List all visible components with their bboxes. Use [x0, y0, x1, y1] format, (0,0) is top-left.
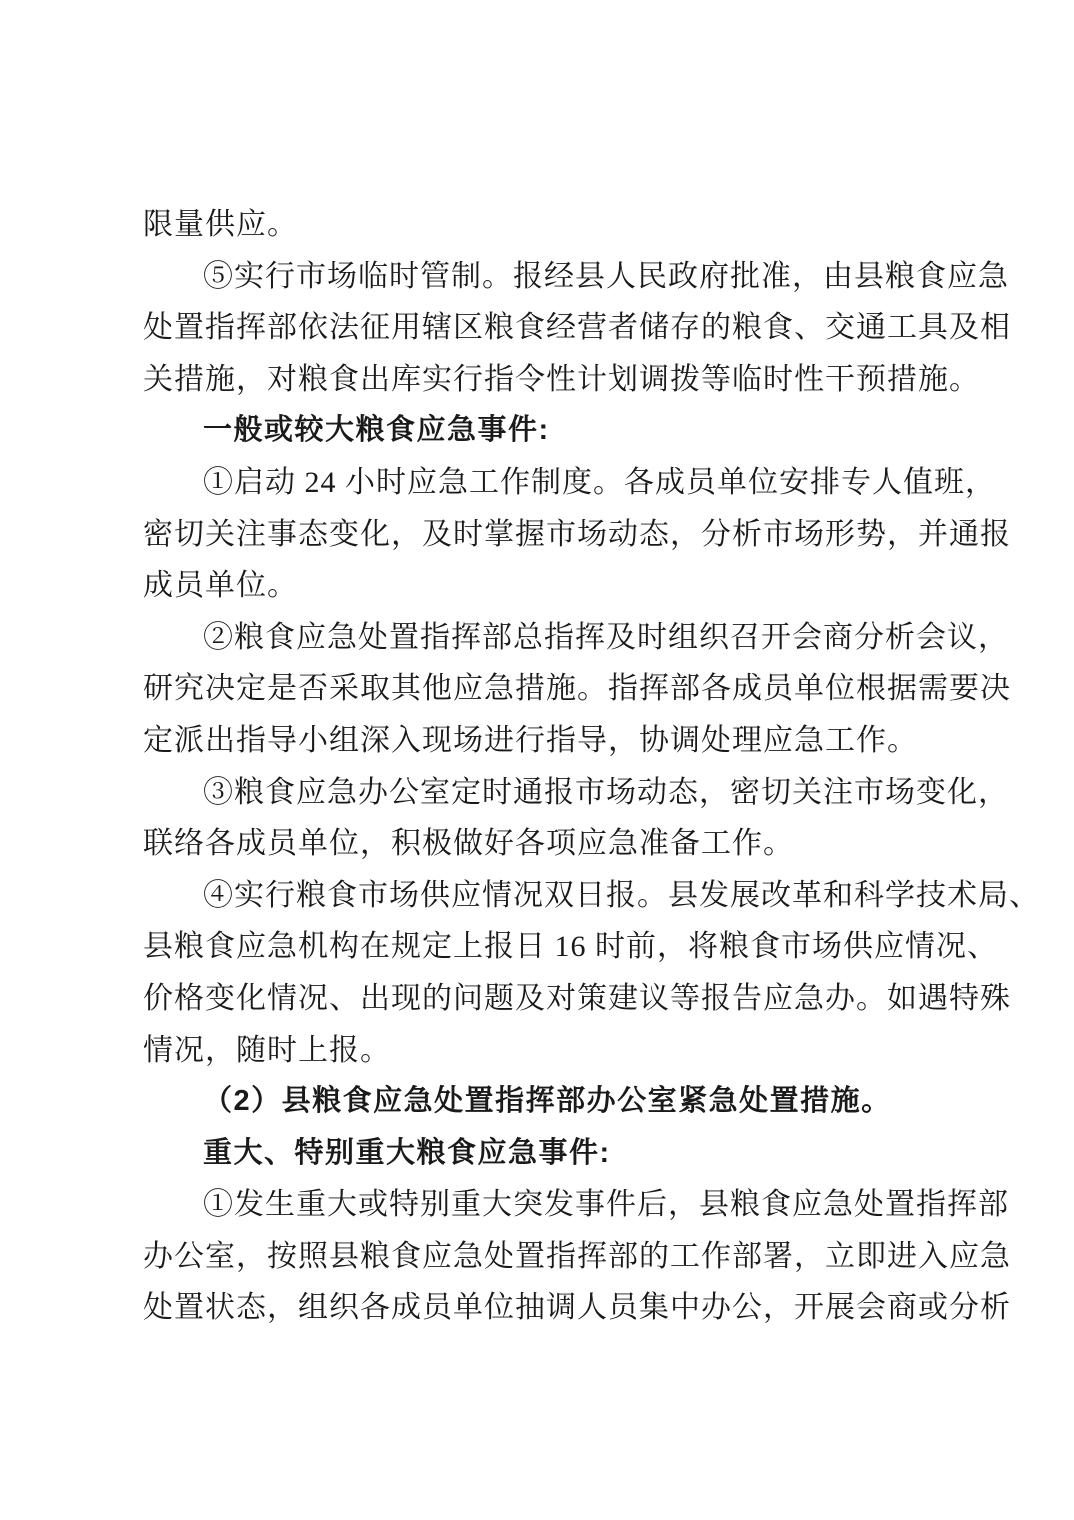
section-heading: （2）县粮食应急处置指挥部办公室紧急处置措施。 [203, 1085, 892, 1118]
text-line: 办公室，按照县粮食应急处置指挥部的工作部署，立即进入应急 [143, 1239, 1011, 1273]
text-line: 处置状态，组织各成员单位抽调人员集中办公，开展会商或分析 [143, 1291, 1011, 1325]
text-line: 关措施，对粮食出库实行指令性计划调拨等临时性干预措施。 [143, 362, 980, 396]
text-line: ④实行粮食市场供应情况双日报。县发展改革和科学技术局、 [203, 878, 1040, 912]
text-line: 县粮食应急机构在规定上报日 16 时前，将粮食市场供应情况、 [143, 930, 998, 964]
text-line: 联络各成员单位，积极做好各项应急准备工作。 [143, 827, 794, 861]
text-line: ①发生重大或特别重大突发事件后，县粮食应急处置指挥部 [203, 1188, 1009, 1222]
text-line: ⑤实行市场临时管制。报经县人民政府批准，由县粮食应急 [203, 259, 1009, 293]
text-line: 情况，随时上报。 [143, 1033, 391, 1067]
text-line: 定派出指导小组深入现场进行指导，协调处理应急工作。 [143, 723, 918, 757]
text-line: ①启动 24 小时应急工作制度。各成员单位安排专人值班， [203, 465, 996, 499]
text-line: 研究决定是否采取其他应急措施。指挥部各成员单位根据需要决 [143, 672, 1011, 706]
section-heading: 重大、特别重大粮食应急事件: [203, 1136, 611, 1169]
text-line: 密切关注事态变化，及时掌握市场动态，分析市场形势，并通报 [143, 517, 1011, 551]
document-body [143, 199, 1040, 1334]
text-line: 成员单位。 [143, 569, 298, 603]
text-line: 处置指挥部依法征用辖区粮食经营者储存的粮食、交通工具及相 [143, 311, 1011, 345]
section-heading: 一般或较大粮食应急事件: [203, 414, 550, 447]
text-line: 限量供应。 [143, 208, 298, 241]
text-line: ③粮食应急办公室定时通报市场动态，密切关注市场变化， [203, 775, 1009, 809]
text-line: 价格变化情况、出现的问题及对策建议等报告应急办。如遇特殊 [143, 981, 1011, 1015]
text-line: ②粮食应急处置指挥部总指挥及时组织召开会商分析会议， [203, 620, 1009, 654]
